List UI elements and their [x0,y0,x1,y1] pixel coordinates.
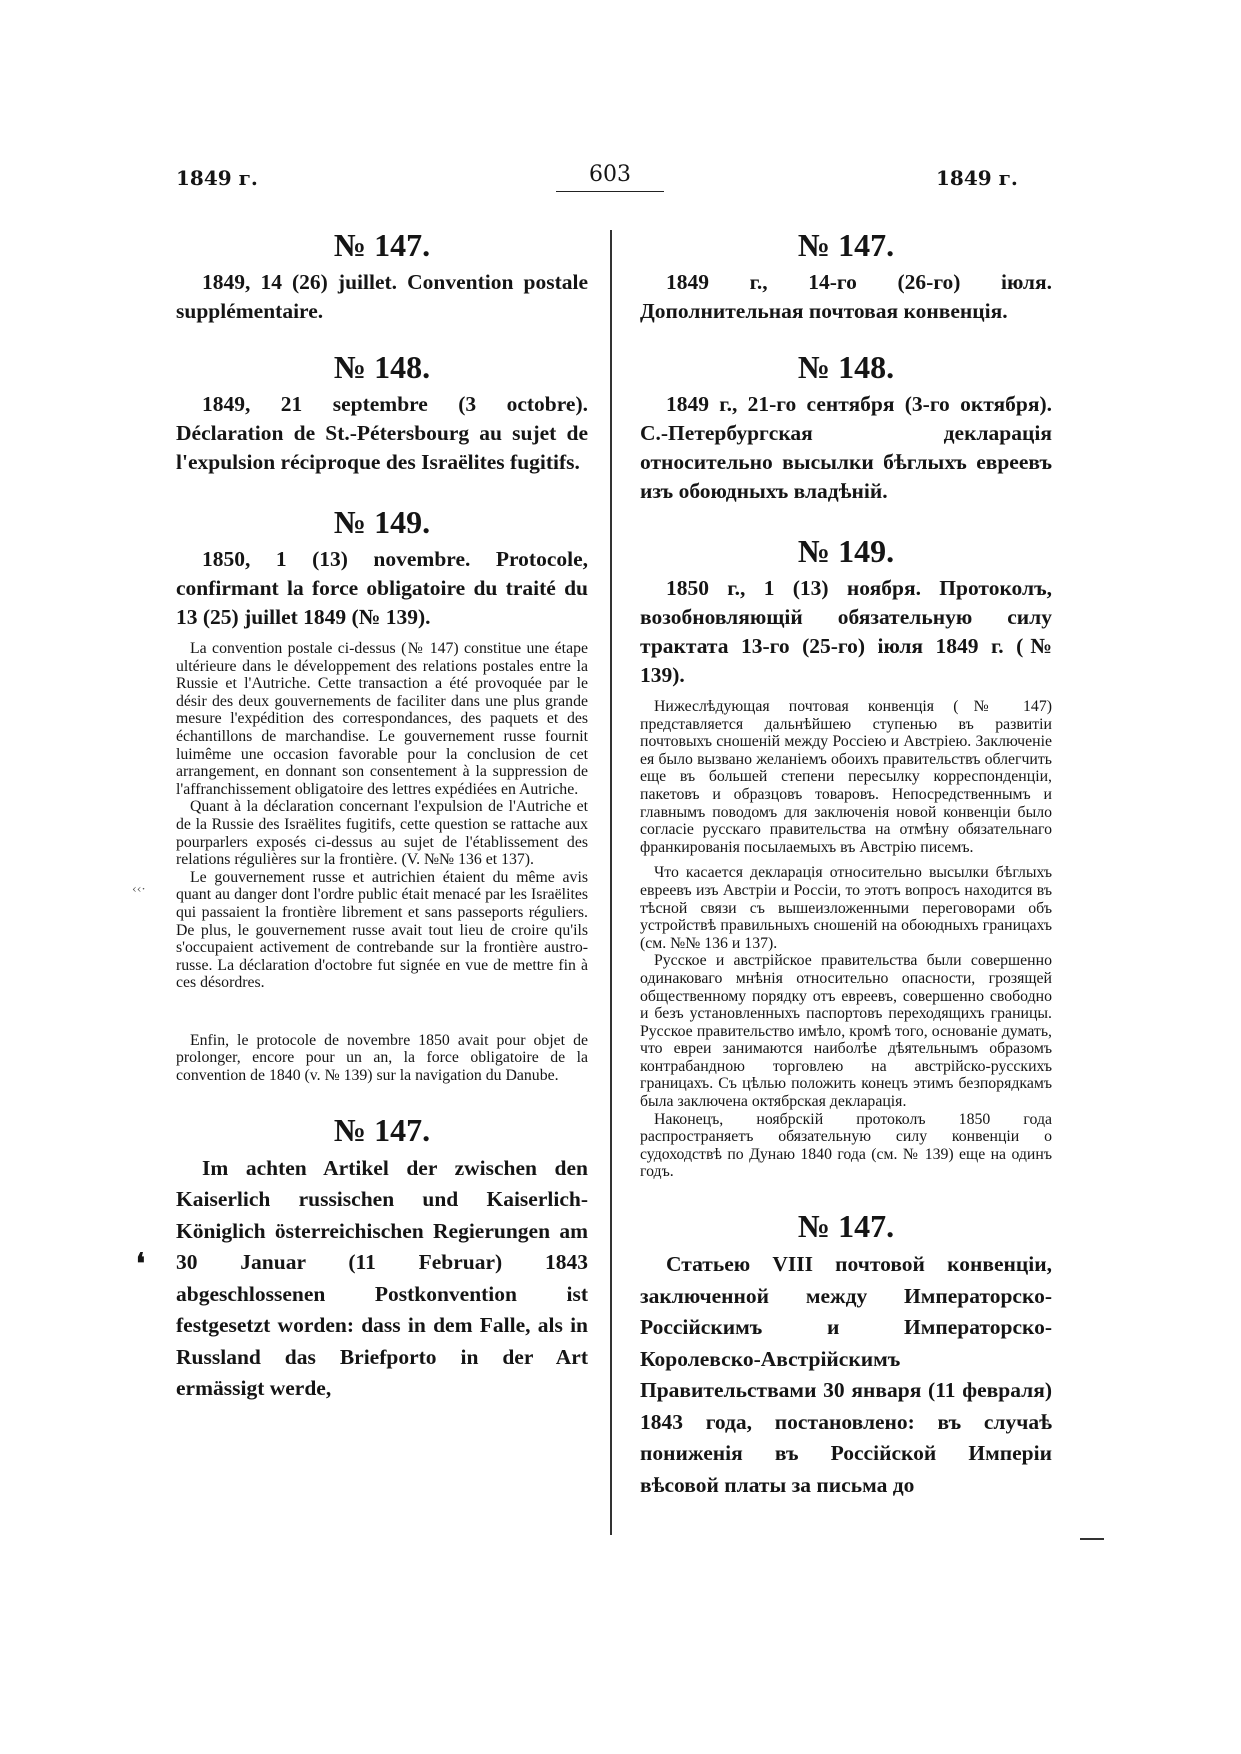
commentary-paragraph: Что касается декларація относительно высылки бѣглыхъ евреевъ изъ Австріи и Россіи, то этотъ вопросъ находится въ тѣсной связи съ вышеизложенными переговорами объ устройствѣ правильныхъ сношеній на обоюдныхъ границахъ (см. №№ 136 и 137). [640,864,1052,952]
section-number-148: № 148. [797,349,895,385]
commentary-paragraph: La convention postale ci-dessus (№ 147) constitue une étape ultérieure dans le développement des relations postales entre la Russie et l'Autriche. Cette transaction a été provoquée par le désir des deux gouvernements de faciliter dans une plus grande mesure l'expédition des correspondances, des paquets et des échantillons de marchandise. Le gouvernement russe fournit luimême une occasion favorable pour la conclusion de cet arrangement, en donnant son consentement à la suppression de l'affranchissement obligatoire des lettres expédiées en Autriche. [176,640,588,798]
section-number-147: № 147. [797,227,895,263]
section-number-147-text: № 147. [333,1111,431,1148]
margin-dash-mark [1080,1538,1104,1540]
entry-149-title: 1850, 1 (13) novembre. Protocole, confirmant la force obligatoire du traité du 13 (25) juillet 1849 (№ 139). [176,547,588,629]
right-column [640,226,1052,1501]
column-divider [610,230,612,1535]
page-number: 603 [556,162,664,192]
margin-scribble-mark: ‹‹· [132,882,146,896]
entry-147-title: 1849 г., 14-го (26-го) іюля. Дополнительная почтовая конвенція. [640,270,1052,323]
entry-148-title: 1849 г., 21-го сентября (3-го октября). С.-Петербургская декларація относительно высылки бѣглыхъ евреевъ изъ обоюдныхъ владѣній. [640,392,1052,503]
section-number-148: № 148. [333,349,431,385]
section-number-149: № 149. [333,504,431,540]
commentary-paragraph: Русское и австрійское правительства были совершенно одинаковаго мнѣнія относительно опасности, грозящей общественному порядку отъ евреевъ, совершенно свободно и безъ установленныхъ паспортовъ переходящихъ границы. Русское правительство имѣло, кромѣ того, основаніе думать, что евреи занимаются наиболѣе дѣятельнымъ образомъ контрабандною торговлею на австрійско-русскихъ границахъ. Съ цѣлью положить конецъ этимъ безпорядкамъ была заключена октябрская декларація. [640,952,1052,1111]
section-number-147: № 147. [333,227,431,263]
header-year-right: 1849 г. [936,166,1018,190]
header-year-left: 1849 г. [176,166,258,190]
left-column [176,226,588,1405]
section-number-149: № 149. [797,533,895,569]
treaty-text-german: Im achten Artikel der zwischen den Kaiserlich russischen und Kaiserlich-Königlich österreichischen Regierungen am 30 Januar (11 Februar) 1843 abgeschlossenen Postkonvention ist festgesetzt worden: dass in dem Falle, als in Russland das Briefporto in der Art ermässigt werde, [176,1155,588,1401]
treaty-text-russian: Статьею VIII почтовой конвенціи, заключенной между Императорско-Россійскимъ и Императорско-Королевско-Австрійскимъ Правительствами 30 января (11 февраля) 1843 года, постановлено: въ случаѣ пониженія въ Россійской Имперіи вѣсовой платы за письма до [640,1252,1052,1497]
page-header [0,162,1241,202]
commentary-paragraph: Quant à la déclaration concernant l'expulsion de l'Autriche et de la Russie des Israëlites fugitifs, cette question se rattache aux pourparlers exposés ci-dessus au sujet de l'établissement des relations régulières sur la frontière. (V. №№ 136 et 137). [176,798,588,869]
margin-ink-mark: ❛ [136,1247,146,1280]
entry-148-title: 1849, 21 septembre (3 octobre). Déclaration de St.-Pétersbourg au sujet de l'expulsion réciproque des Israëlites fugitifs. [176,392,588,474]
commentary-paragraph: Нижеслѣдующая почтовая конвенція (№ 147) представляется дальнѣйшею ступенью въ развитіи почтовыхъ сношеній между Россіею и Австріею. Заключеніе ея было вызвано желаніемъ обоихъ правительствъ облегчить еще въ большей степени пересылку корреспонденціи, пакетовъ и образцовъ товаровъ. Непосредственнымъ и главнымъ поводомъ для заключенія новой конвенціи было согласіе русскаго правительства на отмѣну обязательнаго франкированія посылаемыхъ въ Австрію писемъ. [640,698,1052,856]
commentary-paragraph: Enfin, le protocole de novembre 1850 avait pour objet de prolonger, encore pour un an, la force obligatoire de la convention de 1840 (v. № 139) sur la navigation du Danube. [176,1031,588,1085]
commentary-paragraph: Наконецъ, ноябрскій протоколъ 1850 года распространяетъ обязательную силу конвенціи о судоходствѣ по Дунаю 1840 года (см. № 139) еще на одинъ годъ. [640,1110,1052,1181]
commentary-paragraph: Le gouvernement russe et autrichien étaient du même avis quant au danger dont l'ordre public était menacé par les Israëlites qui passaient la frontière librement et sans passeports réguliers. De plus, le gouvernement russe avait tout lieu de croire qu'ils s'occupaient activement de contrebande sur la frontière austro-russe. La déclaration d'octobre fut signée en vue de mettre fin à ces désordres. [176,868,588,992]
section-number-147-text: № 147. [797,1208,895,1245]
entry-149-title: 1850 г., 1 (13) ноября. Протоколъ, возобновляющій обязательную силу трактата 13-го (25-го) іюля 1849 г. (№ 139). [640,576,1052,687]
entry-147-title: 1849, 14 (26) juillet. Convention postale supplémentaire. [176,270,588,323]
